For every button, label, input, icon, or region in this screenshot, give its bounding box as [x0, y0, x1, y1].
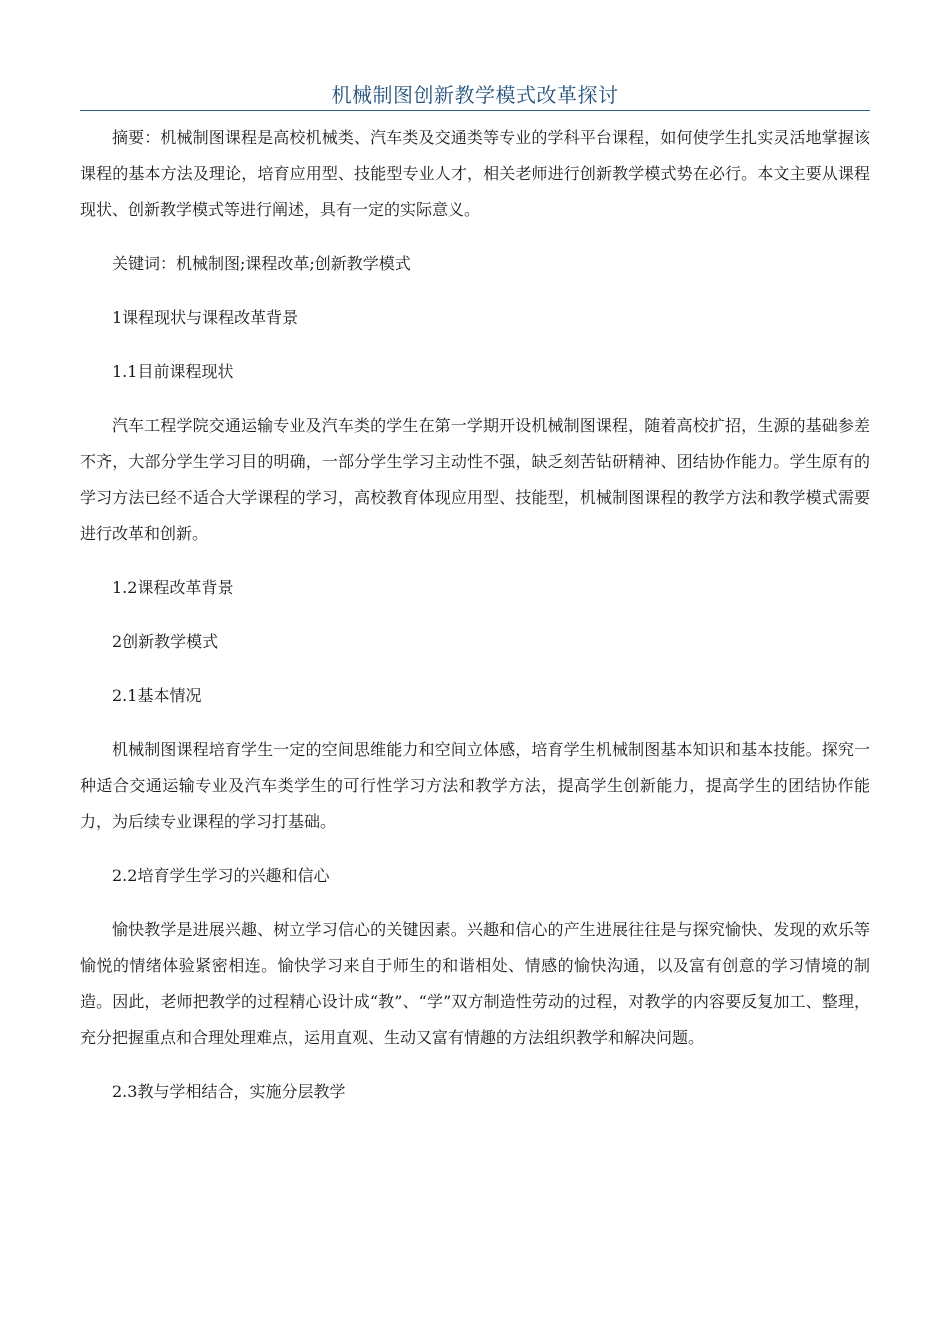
- section-heading: 1课程现状与课程改革背景: [112, 308, 299, 327]
- document-body: [80, 120, 870, 1128]
- section-heading: 1.2课程改革背景: [112, 578, 234, 597]
- section-heading: 2.1基本情况: [112, 686, 202, 705]
- section-heading: 1.1目前课程现状: [112, 362, 234, 381]
- abstract-paragraph: 摘要：机械制图课程是高校机械类、汽车类及交通类等专业的学科平台课程，如何使学生扎实灵活地掌握该课程的基本方法及理论，培育应用型、技能型专业人才，相关老师进行创新教学模式势在必行。本文主要从课程现状、创新教学模式等进行阐述，具有一定的实际意义。: [80, 128, 870, 219]
- section-heading: 2创新教学模式: [112, 632, 219, 651]
- body-paragraph: 汽车工程学院交通运输专业及汽车类的学生在第一学期开设机械制图课程，随着高校扩招，生源的基础参差不齐，大部分学生学习目的明确，一部分学生学习主动性不强，缺乏刻苦钻研精神、团结协作能力。学生原有的学习方法已经不适合大学课程的学习，高校教育体现应用型、技能型，机械制图课程的教学方法和教学模式需要进行改革和创新。: [80, 416, 870, 543]
- keywords-line: 关键词：机械制图;课程改革;创新教学模式: [112, 254, 411, 273]
- document-title: 机械制图创新教学模式改革探讨: [331, 83, 619, 107]
- body-paragraph: 愉快教学是进展兴趣、树立学习信心的关键因素。兴趣和信心的产生进展往往是与探究愉快、发现的欢乐等愉悦的情绪体验紧密相连。愉快学习来自于师生的和谐相处、情感的愉快沟通，以及富有创意的学习情境的制造。因此，老师把教学的过程精心设计成“教”、“学”双方制造性劳动的过程，对教学的内容要反复加工、整理，充分把握重点和合理处理难点，运用直观、生动又富有情趣的方法组织教学和解决问题。: [80, 920, 870, 1047]
- title-divider: [80, 110, 870, 111]
- section-heading: 2.2培育学生学习的兴趣和信心: [112, 866, 330, 885]
- body-paragraph: 机械制图课程培育学生一定的空间思维能力和空间立体感，培育学生机械制图基本知识和基本技能。探究一种适合交通运输专业及汽车类学生的可行性学习方法和教学方法，提高学生创新能力，提高学生的团结协作能力，为后续专业课程的学习打基础。: [80, 740, 870, 831]
- section-heading: 2.3教与学相结合，实施分层教学: [112, 1082, 346, 1101]
